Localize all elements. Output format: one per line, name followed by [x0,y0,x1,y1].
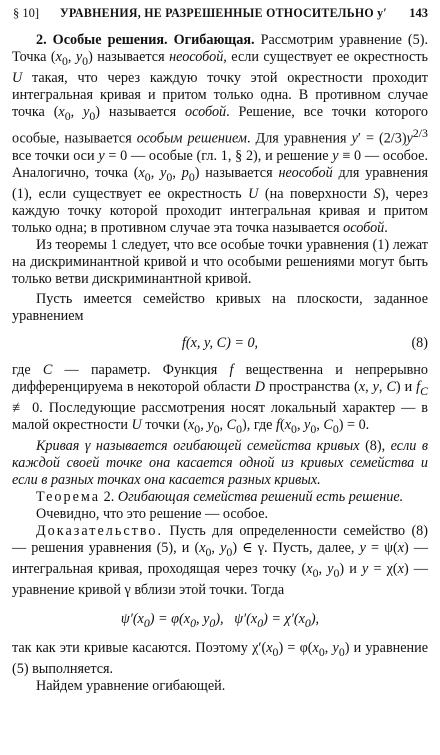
section-marker: § 10] [13,6,40,20]
paragraph: где C — параметр. Функция f вещественна и непрерывно дифференцируема в некоторой области D пространства (x, y, C) и $f_C$ ≢ 0. Последующие рассмотрения носят локальный характер — в малой окрестности U точки ($x_0$, $y_0$, $C_0$), где $f(x_0$, $y_0$, $C_0) = 0$. [12,361,429,436]
paragraph: Пусть имеется семейство кривых на плоскости, заданное уравнением [12,290,428,324]
formula-expression: $\psi'(x_0) = \varphi(x_0$, $y_0$), $\psi'(x_0) = \chi'(x_0)$, [120,611,320,631]
paragraph: Из теоремы 1 следует, что все особые точки уравнения (1) лежат на дискриминантной кривой и что особыми решениями могут быть только ветви дискриминантной кривой. [12,237,428,288]
page-header [12,4,428,26]
equation-number: (8) [411,334,428,351]
paragraph: Очевидно, что это решение — особое. [36,506,269,523]
paragraph: Доказательство. Пусть для определенности семейство (8) — решения уравнения (5), и ($x_0$, $y_0$) ∈ γ. Пусть, далее, y = ψ(x) — интегральная кривая, проходящая через точку ($x_0$, $y_0$) и y = χ(x) — уравнение кривой γ вблизи этой точки. Тогда [12,523,429,599]
paragraph: Кривая γ называется огибающей семейства кривых (8), если в каждой своей точке она касается одной из кривых семейства и если в разных точках она касается разных кривых. [12,437,428,488]
display-formula [12,335,428,352]
paragraph: Найдем уравнение огибающей. [36,678,226,695]
running-title: УРАВНЕНИЯ, НЕ РАЗРЕШЕННЫЕ ОТНОСИТЕЛЬНО y′ [60,6,388,20]
paragraph: так как эти кривые касаются. Поэтому $\chi'(x_0) = \varphi(x_0$, $y_0$) и уравнение (5) выполняется. [12,640,429,678]
paragraph: Теорема 2. Огибающая семейства решений есть решение. [36,489,404,506]
paragraph: 2. Особые решения. Огибающая. Рассмотрим уравнение (5). Точка ($x_0$, $y_0$) называется неособой, если существует ее окрестность U такая, что через каждую точку этой окрестности проходит интегральная кривая и притом только одна. В противном случае точка ($x_0$, $y_0$) называется особой. Решение, все точки которого особые, называется особым решением. Для уравнения $y' = (2/3)y^{2/3}$ все точки оси y = 0 — особые (гл. 1, § 2), и решение y ≡ 0 — особое. Аналогично, точка ($x_0$, $y_0$, $p_0$) называется неособой для уравнения (1), если существует ее окрестность U (на поверхности S), через каждую точку которой проходит интегральная кривая и притом только одна; в противном случае эта точка называется особой. [12,32,429,237]
page-number: 143 [409,6,428,20]
page-body [12,32,428,695]
display-formula [12,611,428,631]
formula-expression: f(x, y, C) = 0, [181,334,259,351]
